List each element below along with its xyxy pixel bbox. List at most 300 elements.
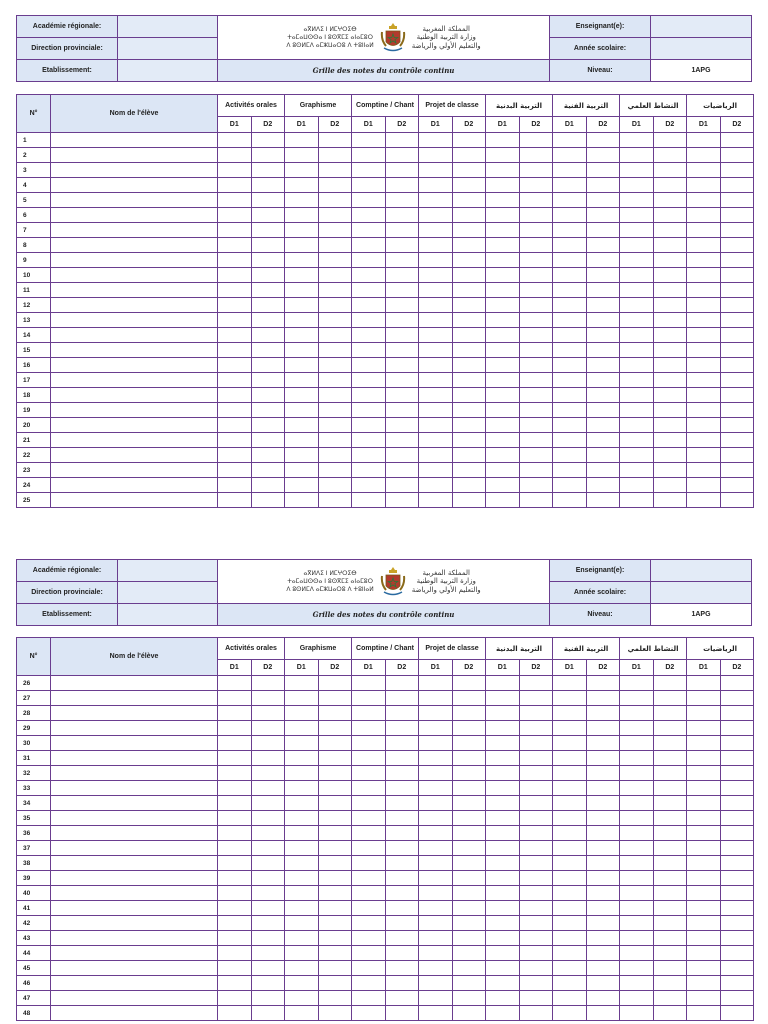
grade-cell[interactable] — [687, 433, 721, 448]
grade-cell[interactable] — [251, 691, 285, 706]
grade-cell[interactable] — [620, 856, 654, 871]
grade-cell[interactable] — [452, 163, 486, 178]
grade-cell[interactable] — [586, 796, 620, 811]
grade-cell[interactable] — [318, 886, 352, 901]
grade-cell[interactable] — [452, 721, 486, 736]
grade-cell[interactable] — [285, 901, 319, 916]
grade-cell[interactable] — [687, 358, 721, 373]
grade-cell[interactable] — [486, 721, 520, 736]
grade-cell[interactable] — [352, 148, 386, 163]
grade-cell[interactable] — [385, 343, 419, 358]
student-name-cell[interactable] — [51, 148, 218, 163]
grade-cell[interactable] — [352, 721, 386, 736]
grade-cell[interactable] — [519, 886, 553, 901]
grade-cell[interactable] — [653, 796, 687, 811]
grade-cell[interactable] — [218, 223, 252, 238]
grade-cell[interactable] — [452, 841, 486, 856]
grade-cell[interactable] — [318, 133, 352, 148]
grade-cell[interactable] — [553, 298, 587, 313]
grade-cell[interactable] — [385, 283, 419, 298]
grade-cell[interactable] — [687, 886, 721, 901]
grade-cell[interactable] — [352, 1006, 386, 1021]
grade-cell[interactable] — [553, 961, 587, 976]
grade-cell[interactable] — [620, 916, 654, 931]
grade-cell[interactable] — [687, 223, 721, 238]
grade-cell[interactable] — [352, 298, 386, 313]
grade-cell[interactable] — [553, 826, 587, 841]
grade-cell[interactable] — [385, 736, 419, 751]
grade-cell[interactable] — [419, 133, 453, 148]
grade-cell[interactable] — [419, 721, 453, 736]
grade-cell[interactable] — [251, 1006, 285, 1021]
grade-cell[interactable] — [586, 253, 620, 268]
grade-cell[interactable] — [586, 298, 620, 313]
student-name-cell[interactable] — [51, 751, 218, 766]
grade-cell[interactable] — [419, 826, 453, 841]
grade-cell[interactable] — [720, 178, 754, 193]
grade-cell[interactable] — [251, 766, 285, 781]
grade-cell[interactable] — [720, 223, 754, 238]
grade-cell[interactable] — [519, 358, 553, 373]
grade-cell[interactable] — [720, 736, 754, 751]
grade-cell[interactable] — [653, 751, 687, 766]
grade-cell[interactable] — [519, 178, 553, 193]
student-name-cell[interactable] — [51, 433, 218, 448]
grade-cell[interactable] — [653, 268, 687, 283]
grade-cell[interactable] — [620, 946, 654, 961]
grade-cell[interactable] — [251, 841, 285, 856]
grade-cell[interactable] — [720, 871, 754, 886]
grade-cell[interactable] — [218, 931, 252, 946]
grade-cell[interactable] — [486, 931, 520, 946]
grade-cell[interactable] — [486, 493, 520, 508]
grade-cell[interactable] — [653, 448, 687, 463]
grade-cell[interactable] — [318, 916, 352, 931]
grade-cell[interactable] — [251, 976, 285, 991]
grade-cell[interactable] — [553, 403, 587, 418]
annee-value[interactable] — [651, 38, 752, 60]
grade-cell[interactable] — [553, 313, 587, 328]
grade-cell[interactable] — [553, 676, 587, 691]
grade-cell[interactable] — [452, 418, 486, 433]
grade-cell[interactable] — [218, 238, 252, 253]
grade-cell[interactable] — [653, 148, 687, 163]
grade-cell[interactable] — [385, 148, 419, 163]
grade-cell[interactable] — [285, 298, 319, 313]
grade-cell[interactable] — [218, 856, 252, 871]
grade-cell[interactable] — [285, 721, 319, 736]
student-name-cell[interactable] — [51, 418, 218, 433]
grade-cell[interactable] — [620, 931, 654, 946]
grade-cell[interactable] — [385, 886, 419, 901]
grade-cell[interactable] — [486, 418, 520, 433]
grade-cell[interactable] — [452, 403, 486, 418]
grade-cell[interactable] — [251, 238, 285, 253]
grade-cell[interactable] — [251, 403, 285, 418]
grade-cell[interactable] — [653, 856, 687, 871]
grade-cell[interactable] — [486, 148, 520, 163]
grade-cell[interactable] — [385, 223, 419, 238]
grade-cell[interactable] — [586, 736, 620, 751]
grade-cell[interactable] — [586, 751, 620, 766]
grade-cell[interactable] — [586, 961, 620, 976]
grade-cell[interactable] — [620, 781, 654, 796]
grade-cell[interactable] — [218, 148, 252, 163]
grade-cell[interactable] — [653, 931, 687, 946]
grade-cell[interactable] — [318, 493, 352, 508]
grade-cell[interactable] — [486, 826, 520, 841]
grade-cell[interactable] — [519, 448, 553, 463]
grade-cell[interactable] — [586, 223, 620, 238]
grade-cell[interactable] — [586, 343, 620, 358]
grade-cell[interactable] — [486, 253, 520, 268]
grade-cell[interactable] — [620, 418, 654, 433]
grade-cell[interactable] — [653, 283, 687, 298]
grade-cell[interactable] — [720, 208, 754, 223]
grade-cell[interactable] — [218, 343, 252, 358]
grade-cell[interactable] — [285, 976, 319, 991]
grade-cell[interactable] — [620, 463, 654, 478]
grade-cell[interactable] — [519, 871, 553, 886]
grade-cell[interactable] — [653, 223, 687, 238]
grade-cell[interactable] — [318, 691, 352, 706]
grade-cell[interactable] — [653, 328, 687, 343]
grade-cell[interactable] — [318, 163, 352, 178]
grade-cell[interactable] — [251, 736, 285, 751]
grade-cell[interactable] — [218, 388, 252, 403]
grade-cell[interactable] — [687, 193, 721, 208]
grade-cell[interactable] — [653, 163, 687, 178]
grade-cell[interactable] — [553, 463, 587, 478]
grade-cell[interactable] — [486, 796, 520, 811]
grade-cell[interactable] — [452, 148, 486, 163]
grade-cell[interactable] — [653, 388, 687, 403]
grade-cell[interactable] — [687, 766, 721, 781]
grade-cell[interactable] — [687, 946, 721, 961]
grade-cell[interactable] — [352, 871, 386, 886]
grade-cell[interactable] — [486, 916, 520, 931]
student-name-cell[interactable] — [51, 463, 218, 478]
grade-cell[interactable] — [218, 253, 252, 268]
grade-cell[interactable] — [486, 961, 520, 976]
grade-cell[interactable] — [687, 283, 721, 298]
grade-cell[interactable] — [452, 373, 486, 388]
grade-cell[interactable] — [687, 178, 721, 193]
grade-cell[interactable] — [285, 373, 319, 388]
grade-cell[interactable] — [452, 946, 486, 961]
student-name-cell[interactable] — [51, 811, 218, 826]
grade-cell[interactable] — [419, 328, 453, 343]
grade-cell[interactable] — [318, 751, 352, 766]
grade-cell[interactable] — [720, 448, 754, 463]
student-name-cell[interactable] — [51, 133, 218, 148]
grade-cell[interactable] — [687, 313, 721, 328]
grade-cell[interactable] — [218, 163, 252, 178]
grade-cell[interactable] — [318, 268, 352, 283]
grade-cell[interactable] — [720, 781, 754, 796]
grade-cell[interactable] — [218, 826, 252, 841]
grade-cell[interactable] — [419, 163, 453, 178]
student-name-cell[interactable] — [51, 238, 218, 253]
grade-cell[interactable] — [318, 901, 352, 916]
grade-cell[interactable] — [586, 268, 620, 283]
grade-cell[interactable] — [486, 871, 520, 886]
grade-cell[interactable] — [419, 418, 453, 433]
grade-cell[interactable] — [218, 916, 252, 931]
grade-cell[interactable] — [553, 946, 587, 961]
grade-cell[interactable] — [653, 493, 687, 508]
grade-cell[interactable] — [687, 133, 721, 148]
grade-cell[interactable] — [620, 676, 654, 691]
grade-cell[interactable] — [285, 268, 319, 283]
grade-cell[interactable] — [720, 133, 754, 148]
grade-cell[interactable] — [687, 751, 721, 766]
grade-cell[interactable] — [519, 796, 553, 811]
grade-cell[interactable] — [218, 433, 252, 448]
grade-cell[interactable] — [218, 886, 252, 901]
grade-cell[interactable] — [620, 313, 654, 328]
grade-cell[interactable] — [653, 736, 687, 751]
grade-cell[interactable] — [553, 238, 587, 253]
grade-cell[interactable] — [452, 313, 486, 328]
grade-cell[interactable] — [687, 148, 721, 163]
grade-cell[interactable] — [586, 1006, 620, 1021]
grade-cell[interactable] — [486, 448, 520, 463]
grade-cell[interactable] — [586, 433, 620, 448]
grade-cell[interactable] — [318, 946, 352, 961]
grade-cell[interactable] — [586, 148, 620, 163]
grade-cell[interactable] — [653, 706, 687, 721]
grade-cell[interactable] — [352, 253, 386, 268]
grade-cell[interactable] — [720, 841, 754, 856]
student-name-cell[interactable] — [51, 946, 218, 961]
grade-cell[interactable] — [352, 493, 386, 508]
student-name-cell[interactable] — [51, 691, 218, 706]
grade-cell[interactable] — [318, 388, 352, 403]
grade-cell[interactable] — [318, 358, 352, 373]
grade-cell[interactable] — [653, 178, 687, 193]
grade-cell[interactable] — [519, 268, 553, 283]
grade-cell[interactable] — [653, 991, 687, 1006]
grade-cell[interactable] — [486, 133, 520, 148]
grade-cell[interactable] — [620, 268, 654, 283]
grade-cell[interactable] — [586, 283, 620, 298]
grade-cell[interactable] — [452, 811, 486, 826]
grade-cell[interactable] — [318, 283, 352, 298]
grade-cell[interactable] — [586, 901, 620, 916]
grade-cell[interactable] — [653, 358, 687, 373]
grade-cell[interactable] — [452, 283, 486, 298]
grade-cell[interactable] — [318, 373, 352, 388]
grade-cell[interactable] — [720, 856, 754, 871]
grade-cell[interactable] — [720, 811, 754, 826]
student-name-cell[interactable] — [51, 343, 218, 358]
student-name-cell[interactable] — [51, 193, 218, 208]
grade-cell[interactable] — [318, 418, 352, 433]
grade-cell[interactable] — [251, 901, 285, 916]
grade-cell[interactable] — [586, 388, 620, 403]
grade-cell[interactable] — [519, 238, 553, 253]
grade-cell[interactable] — [586, 448, 620, 463]
student-name-cell[interactable] — [51, 706, 218, 721]
grade-cell[interactable] — [452, 916, 486, 931]
grade-cell[interactable] — [519, 148, 553, 163]
grade-cell[interactable] — [553, 178, 587, 193]
grade-cell[interactable] — [519, 976, 553, 991]
student-name-cell[interactable] — [51, 766, 218, 781]
student-name-cell[interactable] — [51, 886, 218, 901]
grade-cell[interactable] — [285, 706, 319, 721]
grade-cell[interactable] — [452, 493, 486, 508]
grade-cell[interactable] — [452, 901, 486, 916]
grade-cell[interactable] — [452, 691, 486, 706]
grade-cell[interactable] — [687, 931, 721, 946]
grade-cell[interactable] — [251, 991, 285, 1006]
grade-cell[interactable] — [251, 133, 285, 148]
grade-cell[interactable] — [620, 706, 654, 721]
grade-cell[interactable] — [419, 976, 453, 991]
grade-cell[interactable] — [218, 193, 252, 208]
grade-cell[interactable] — [218, 448, 252, 463]
grade-cell[interactable] — [452, 448, 486, 463]
grade-cell[interactable] — [486, 163, 520, 178]
grade-cell[interactable] — [419, 901, 453, 916]
grade-cell[interactable] — [452, 298, 486, 313]
grade-cell[interactable] — [687, 781, 721, 796]
grade-cell[interactable] — [687, 811, 721, 826]
grade-cell[interactable] — [720, 676, 754, 691]
grade-cell[interactable] — [251, 463, 285, 478]
grade-cell[interactable] — [486, 766, 520, 781]
grade-cell[interactable] — [318, 463, 352, 478]
grade-cell[interactable] — [553, 358, 587, 373]
grade-cell[interactable] — [419, 313, 453, 328]
grade-cell[interactable] — [620, 691, 654, 706]
grade-cell[interactable] — [218, 841, 252, 856]
grade-cell[interactable] — [352, 676, 386, 691]
grade-cell[interactable] — [218, 961, 252, 976]
grade-cell[interactable] — [285, 148, 319, 163]
grade-cell[interactable] — [586, 841, 620, 856]
grade-cell[interactable] — [486, 193, 520, 208]
grade-cell[interactable] — [218, 751, 252, 766]
grade-cell[interactable] — [385, 178, 419, 193]
grade-cell[interactable] — [251, 448, 285, 463]
grade-cell[interactable] — [318, 676, 352, 691]
grade-cell[interactable] — [519, 1006, 553, 1021]
grade-cell[interactable] — [486, 298, 520, 313]
student-name-cell[interactable] — [51, 268, 218, 283]
grade-cell[interactable] — [452, 931, 486, 946]
grade-cell[interactable] — [385, 238, 419, 253]
grade-cell[interactable] — [687, 991, 721, 1006]
grade-cell[interactable] — [519, 691, 553, 706]
grade-cell[interactable] — [519, 253, 553, 268]
grade-cell[interactable] — [586, 871, 620, 886]
grade-cell[interactable] — [620, 478, 654, 493]
grade-cell[interactable] — [251, 343, 285, 358]
grade-cell[interactable] — [385, 253, 419, 268]
grade-cell[interactable] — [285, 163, 319, 178]
grade-cell[interactable] — [318, 208, 352, 223]
grade-cell[interactable] — [352, 841, 386, 856]
grade-cell[interactable] — [352, 946, 386, 961]
grade-cell[interactable] — [385, 751, 419, 766]
grade-cell[interactable] — [553, 856, 587, 871]
grade-cell[interactable] — [687, 463, 721, 478]
grade-cell[interactable] — [218, 946, 252, 961]
grade-cell[interactable] — [218, 133, 252, 148]
grade-cell[interactable] — [519, 856, 553, 871]
grade-cell[interactable] — [419, 886, 453, 901]
student-name-cell[interactable] — [51, 403, 218, 418]
grade-cell[interactable] — [285, 991, 319, 1006]
student-name-cell[interactable] — [51, 736, 218, 751]
grade-cell[interactable] — [419, 193, 453, 208]
grade-cell[interactable] — [385, 403, 419, 418]
grade-cell[interactable] — [720, 193, 754, 208]
grade-cell[interactable] — [318, 328, 352, 343]
grade-cell[interactable] — [620, 148, 654, 163]
grade-cell[interactable] — [720, 751, 754, 766]
grade-cell[interactable] — [419, 223, 453, 238]
grade-cell[interactable] — [452, 1006, 486, 1021]
student-name-cell[interactable] — [51, 283, 218, 298]
grade-cell[interactable] — [352, 916, 386, 931]
student-name-cell[interactable] — [51, 991, 218, 1006]
grade-cell[interactable] — [419, 493, 453, 508]
grade-cell[interactable] — [385, 478, 419, 493]
grade-cell[interactable] — [586, 976, 620, 991]
grade-cell[interactable] — [285, 433, 319, 448]
grade-cell[interactable] — [687, 826, 721, 841]
grade-cell[interactable] — [285, 193, 319, 208]
grade-cell[interactable] — [251, 358, 285, 373]
grade-cell[interactable] — [419, 871, 453, 886]
grade-cell[interactable] — [620, 343, 654, 358]
grade-cell[interactable] — [385, 418, 419, 433]
grade-cell[interactable] — [620, 493, 654, 508]
grade-cell[interactable] — [519, 463, 553, 478]
grade-cell[interactable] — [620, 901, 654, 916]
grade-cell[interactable] — [620, 841, 654, 856]
grade-cell[interactable] — [687, 871, 721, 886]
grade-cell[interactable] — [486, 373, 520, 388]
grade-cell[interactable] — [653, 418, 687, 433]
grade-cell[interactable] — [218, 358, 252, 373]
grade-cell[interactable] — [519, 706, 553, 721]
grade-cell[interactable] — [318, 148, 352, 163]
grade-cell[interactable] — [218, 298, 252, 313]
grade-cell[interactable] — [687, 796, 721, 811]
grade-cell[interactable] — [285, 343, 319, 358]
grade-cell[interactable] — [486, 328, 520, 343]
grade-cell[interactable] — [285, 886, 319, 901]
grade-cell[interactable] — [687, 901, 721, 916]
grade-cell[interactable] — [218, 328, 252, 343]
grade-cell[interactable] — [352, 418, 386, 433]
grade-cell[interactable] — [419, 856, 453, 871]
grade-cell[interactable] — [352, 358, 386, 373]
grade-cell[interactable] — [218, 781, 252, 796]
grade-cell[interactable] — [553, 253, 587, 268]
grade-cell[interactable] — [653, 901, 687, 916]
grade-cell[interactable] — [486, 313, 520, 328]
grade-cell[interactable] — [352, 193, 386, 208]
student-name-cell[interactable] — [51, 163, 218, 178]
grade-cell[interactable] — [385, 448, 419, 463]
grade-cell[interactable] — [419, 238, 453, 253]
